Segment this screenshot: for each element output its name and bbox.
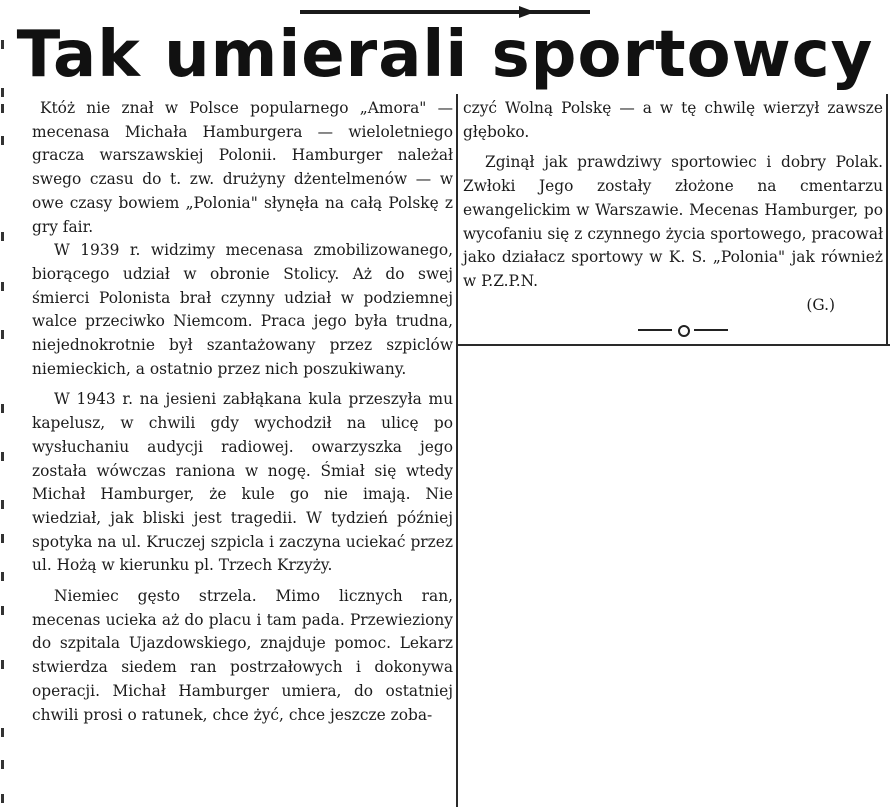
article-left-column	[32, 97, 453, 727]
end-of-article-ornament-icon	[638, 325, 728, 335]
right-column-edge-rule	[886, 94, 888, 346]
right-column-bottom-rule	[456, 344, 890, 346]
author-signature: (G.)	[806, 295, 835, 314]
signoff-line	[463, 294, 883, 318]
paragraph: Zginął jak prawdziwy sportowiec i dobry Polak. Zwłoki Jego zostały złożone na cmentarzu ewangelickim w Warszawie. Mecenas Hamburger, po wycofaniu się z czynnego życia sportowego, pracował jako działacz sportowy w K. S. „Polonia" jak również w P.Z.P.N.	[463, 153, 883, 290]
left-margin-scan-marks	[0, 0, 8, 807]
paragraph: W 1943 r. na jesieni zabłąkana kula przeszyła mu kapelusz, w chwili gdy wychodził na ulicę po wysłuchaniu audycji radiowej. owarzyszka jego została wówczas raniona w nogę. Śmiał się wtedy Michał Hamburger, że kule go nie imają. Nie wiedział, jak bliski jest tragedii. W tydzień później spotyka na ul. Kruczej szpicla i zaczyna uciekać przez ul. Hożą w kierunku pl. Trzech Krzyży.	[32, 390, 453, 575]
headline: Tak umierali sportowcy	[16, 18, 874, 92]
paragraph: Niemiec gęsto strzela. Mimo licznych ran, mecenas ucieka aż do placu i tam pada. Przewieziony do szpitala Ujazdowskiego, znajduje pomoc. Lekarz stwierdza siedem ran postrzałowych i dokonywa operacji. Michał Hamburger umiera, do ostatniej chwili prosi o ratunek, chce żyć, chce jeszcze zoba-	[32, 587, 453, 724]
paragraph: czyć Wolną Polskę — a w tę chwilę wierzył zawsze głęboko.	[463, 99, 883, 141]
top-decorative-rule	[300, 10, 590, 14]
paragraph: Któż nie znał w Polsce popularnego „Amora" — mecenasa Michała Hamburgera — wieloletniego gracza warszawskiej Polonii. Hamburger należał swego czasu do t. zw. drużyny dżentelmenów — w owe czasy bowiem „Polonia" słynęła na całą Polskę z gry fair.	[32, 99, 453, 236]
column-divider	[456, 94, 458, 807]
paragraph: W 1939 r. widzimy mecenasa zmobilizowanego, biorącego udział w obronie Stolicy. Aż do swej śmierci Polonista brał czynny udział w podziemnej walce przeciwko Niemcom. Praca jego była trudna, niejednokrotnie był szantażowany przez szpiclów niemieckich, a ostatnio przez nich poszukiwany.	[32, 241, 453, 378]
article-right-column	[463, 97, 883, 317]
